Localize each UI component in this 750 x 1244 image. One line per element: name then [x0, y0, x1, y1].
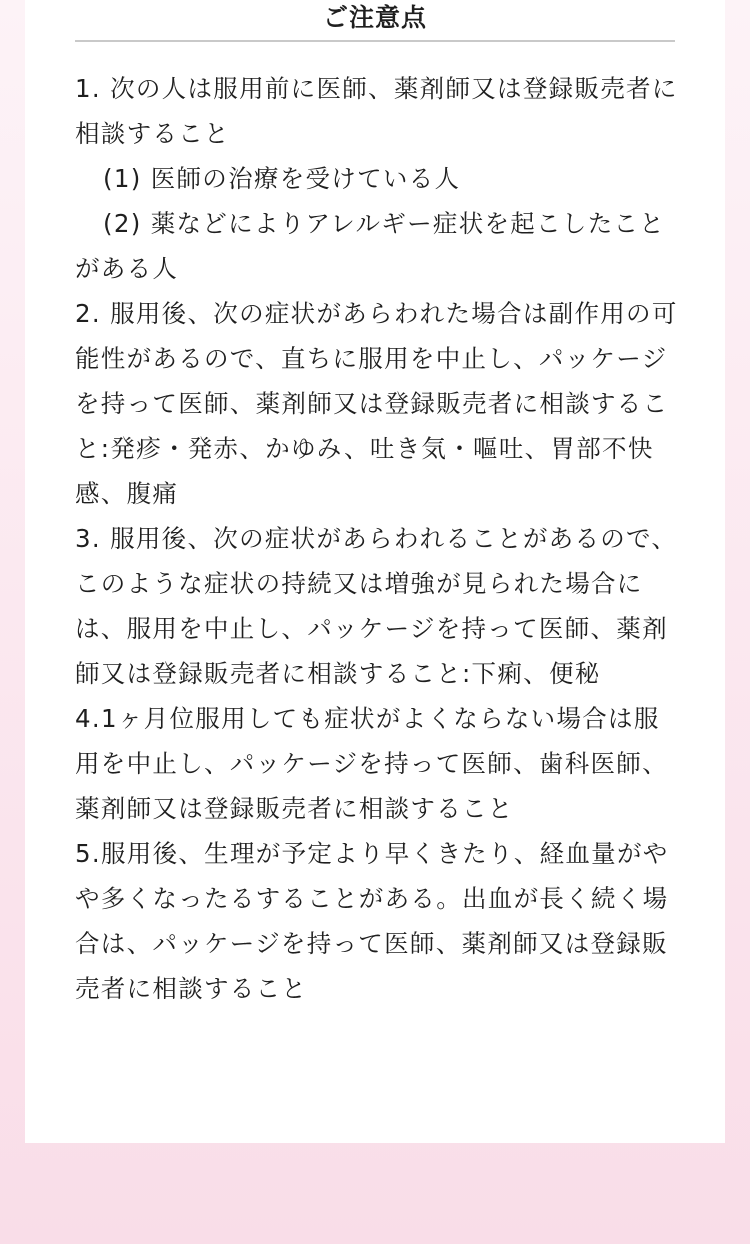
caution-item-5: 5.服用後、生理が予定より早くきたり、経血量がやや多くなったるすることがある。出血が長く続く場合は、パッケージを持って医師、薬剤師又は登録販売者に相談すること — [75, 839, 669, 1003]
caution-list — [75, 66, 680, 1011]
caution-subitem-2-continuation: がある人 — [75, 254, 179, 283]
caution-item-1: 1. 次の人は服用前に医師、薬剤師又は登録販売者に相談すること — [75, 74, 678, 148]
caution-card — [25, 0, 725, 1143]
caution-item-2: 2. 服用後、次の症状があらわれた場合は副作用の可能性があるので、直ちに服用を中止し、パッケージを持って医師、薬剤師又は登録販売者に相談すること:発疹・発赤、かゆみ、吐き気・嘔吐、胃部不快感、腹痛 — [75, 299, 678, 508]
page-title: ご注意点 — [75, 0, 675, 42]
caution-subitem-1: (1) 医師の治療を受けている人 — [103, 164, 461, 193]
caution-item-3: 3. 服用後、次の症状があらわれることがあるので、このような症状の持続又は増強が見られた場合には、服用を中止し、パッケージを持って医師、薬剤師又は登録販売者に相談すること:下痢、便秘 — [75, 524, 678, 688]
caution-subitem-2: (2) 薬などによりアレルギー症状を起こしたこと — [103, 209, 666, 238]
caution-item-4: 4.1ヶ月位服用しても症状がよくならない場合は服用を中止し、パッケージを持って医師、歯科医師、薬剤師又は登録販売者に相談すること — [75, 704, 668, 823]
